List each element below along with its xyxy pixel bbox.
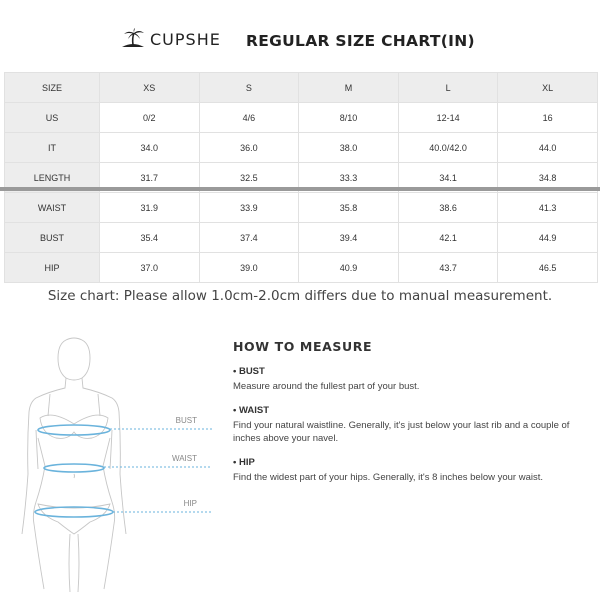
table-cell: 35.4 (100, 223, 200, 253)
table-cell: 8/10 (299, 103, 399, 133)
table-cell: 46.5 (498, 253, 598, 283)
table-cell: 33.3 (299, 163, 399, 193)
figure-strap-right (98, 394, 100, 416)
table-cell: 44.0 (498, 133, 598, 163)
figure-neck-left (29, 378, 66, 412)
table-row (5, 103, 598, 133)
table-row (5, 133, 598, 163)
table-cell: 37.4 (199, 223, 299, 253)
how-to-measure-section (233, 339, 593, 496)
table-header-row (5, 73, 598, 103)
size-note: Size chart: Please allow 1.0cm-2.0cm differs due to manual measurement. (47, 288, 553, 304)
table-cell: 33.9 (199, 193, 299, 223)
column-header: S (199, 73, 299, 103)
column-header: SIZE (5, 73, 100, 103)
table-cell: 37.0 (100, 253, 200, 283)
figure-leg-left (34, 524, 44, 589)
figure-inner-leg-left (69, 534, 70, 592)
measure-item-title: • HIP (233, 457, 255, 468)
brand-logo (120, 28, 221, 50)
brand-name: CUPSHE (150, 29, 221, 49)
table-cell: 38.0 (299, 133, 399, 163)
table-cell: 32.5 (199, 163, 299, 193)
figure-head (58, 338, 90, 380)
hip-figure-label: HIP (183, 499, 197, 508)
column-header: XS (100, 73, 200, 103)
column-header: L (398, 73, 498, 103)
table-cell: 39.4 (299, 223, 399, 253)
waist-measure-line (44, 464, 104, 472)
table-cell: 34.8 (498, 163, 598, 193)
bust-figure-label: BUST (175, 416, 197, 425)
row-header: US (5, 103, 100, 133)
table-cell: 40.9 (299, 253, 399, 283)
palm-tree-island-icon (120, 28, 146, 50)
table-cell: 16 (498, 103, 598, 133)
figure-leg-right (104, 524, 114, 589)
table-cell: 34.0 (100, 133, 200, 163)
table-cell: 38.6 (398, 193, 498, 223)
hip-measure-line (35, 507, 113, 517)
measure-item-title: • BUST (233, 366, 265, 377)
header (0, 22, 600, 62)
size-table-container (4, 72, 598, 283)
table-bottom-rule (0, 187, 600, 191)
measure-item-waist (233, 405, 593, 445)
table-cell: 39.0 (199, 253, 299, 283)
waist-figure-label: WAIST (171, 454, 197, 463)
table-cell: 42.1 (398, 223, 498, 253)
table-cell: 40.0/42.0 (398, 133, 498, 163)
table-row (5, 253, 598, 283)
measure-item-title: • WAIST (233, 405, 270, 416)
measure-item-hip (233, 457, 593, 484)
column-header: XL (498, 73, 598, 103)
measure-item-description: Find the widest part of your hips. Generally, it's 8 inches below your waist. (233, 472, 544, 483)
figure-inner-arm-right (110, 430, 112, 469)
table-cell: 34.1 (398, 163, 498, 193)
body-measurement-figure (0, 334, 215, 594)
measure-item-bust (233, 366, 593, 393)
size-table (4, 72, 598, 283)
figure-inner-leg-right (78, 534, 79, 592)
bust-measure-line (38, 425, 110, 435)
table-cell: 0/2 (100, 103, 200, 133)
measure-item-description: Find your natural waistline. Generally, it's just below your last rib and a couple of inches above your navel. (233, 420, 570, 444)
page-title: REGULAR SIZE CHART(IN) (246, 32, 475, 50)
row-header: HIP (5, 253, 100, 283)
row-header: WAIST (5, 193, 100, 223)
table-cell: 43.7 (398, 253, 498, 283)
table-cell: 36.0 (199, 133, 299, 163)
table-cell: 31.9 (100, 193, 200, 223)
figure-arm-left (22, 412, 29, 534)
table-cell: 4/6 (199, 103, 299, 133)
table-cell: 12-14 (398, 103, 498, 133)
table-cell: 35.8 (299, 193, 399, 223)
row-header: LENGTH (5, 163, 100, 193)
table-cell: 41.3 (498, 193, 598, 223)
measure-item-description: Measure around the fullest part of your bust. (233, 381, 420, 392)
table-cell: 31.7 (100, 163, 200, 193)
how-to-measure-title: HOW TO MEASURE (233, 339, 373, 354)
figure-neck-right (82, 378, 119, 412)
figure-inner-arm-left (36, 430, 38, 469)
figure-strap-left (48, 394, 50, 416)
figure-arm-right (119, 412, 126, 534)
table-row (5, 193, 598, 223)
row-header: IT (5, 133, 100, 163)
figure-navel (74, 474, 75, 478)
row-header: BUST (5, 223, 100, 253)
table-row (5, 223, 598, 253)
column-header: M (299, 73, 399, 103)
table-cell: 44.9 (498, 223, 598, 253)
